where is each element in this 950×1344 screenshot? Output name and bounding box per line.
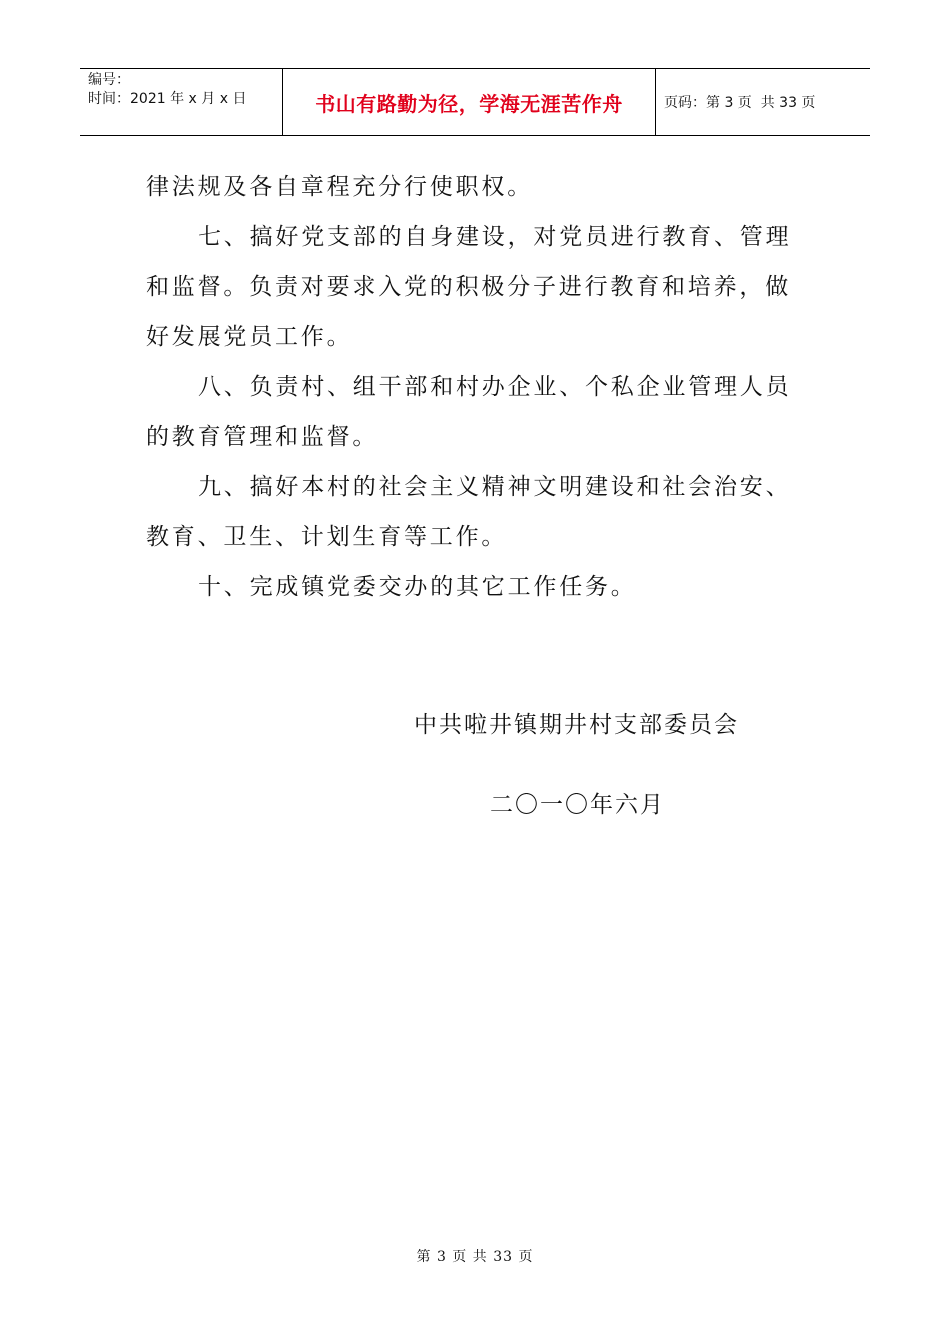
signature-organization: 中共啦井镇期井村支部委员会 xyxy=(414,712,739,738)
header-meta xyxy=(80,69,282,135)
page-header xyxy=(80,68,870,136)
page-footer: 第 3 页 共 33 页 xyxy=(416,1249,534,1265)
paragraph-item-10: 十、完成镇党委交办的其它工作任务。 xyxy=(198,574,637,600)
time-label: 时间：2021 年 x 月 x 日 xyxy=(88,91,247,107)
header-motto-cell xyxy=(282,69,656,135)
header-motto: 书山有路勤为径，学海无涯苦作舟 xyxy=(315,91,623,116)
signature-date: 二〇一〇年六月 xyxy=(490,792,665,818)
paragraph-item-9: 九、搞好本村的社会主义精神文明建设和社会治安、教育、卫生、计划生育等工作。 xyxy=(146,474,792,550)
paragraph-item-7: 七、搞好党支部的自身建设，对党员进行教育、管理和监督。负责对要求入党的积极分子进行教育和培养，做好发展党员工作。 xyxy=(146,224,792,350)
serial-number-label: 编号： xyxy=(88,72,130,88)
paragraph-continuation: 律法规及各自章程充分行使职权。 xyxy=(146,174,533,200)
paragraph-item-8: 八、负责村、组干部和村办企业、个私企业管理人员的教育管理和监督。 xyxy=(146,374,792,450)
header-page-code: 页码：第 3 页 共 33 页 xyxy=(664,95,816,111)
header-page-code-cell xyxy=(656,69,870,135)
document-body xyxy=(146,162,810,612)
